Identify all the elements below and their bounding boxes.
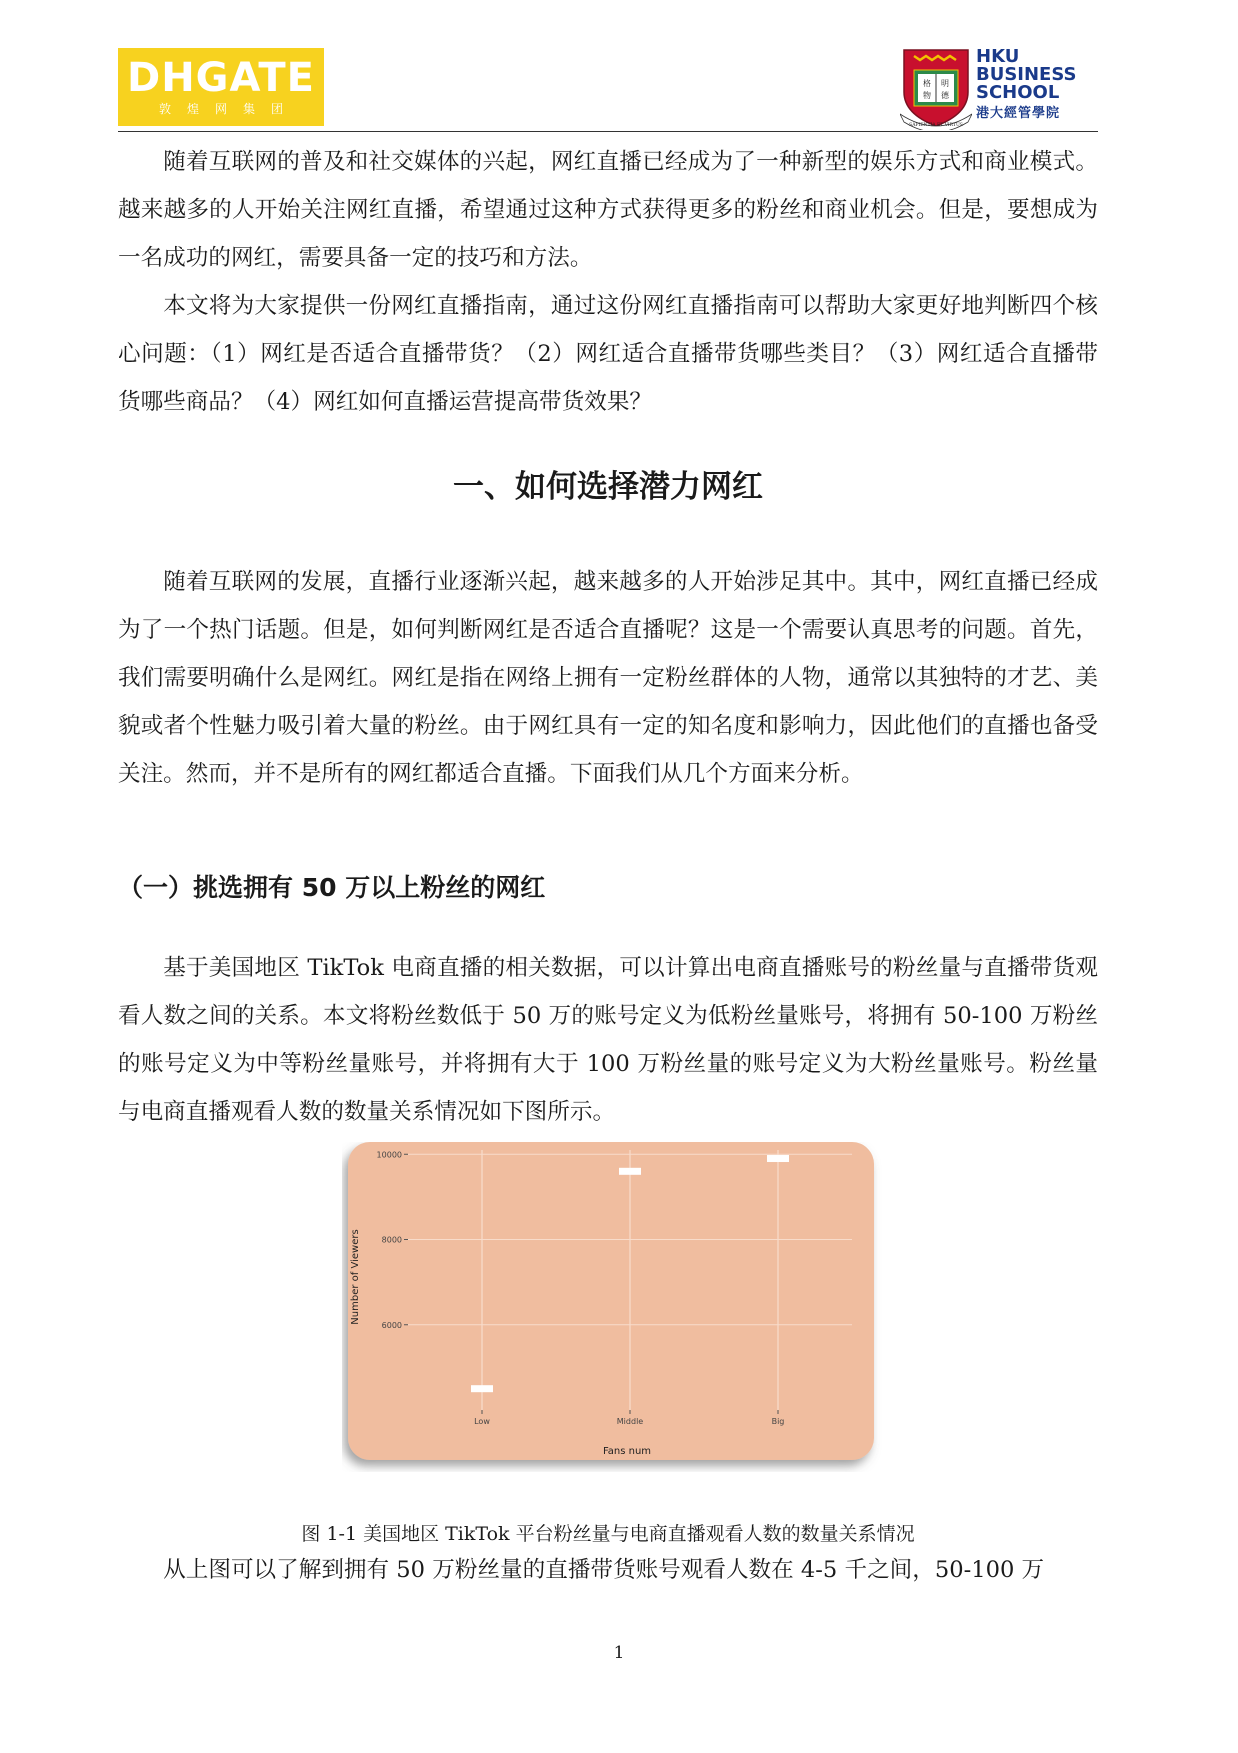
paragraph-section-1: 随着互联网的发展，直播行业逐渐兴起，越来越多的人开始涉足其中。其中，网红直播已经成为了一个热门话题。但是，如何判断网红是否适合直播呢？这是一个需要认真思考的问题。首先，我们需要明确什么是网红。网红是指在网络上拥有一定粉丝群体的人物，通常以其独特的才艺、美貌或者个性魅力吸引着大量的粉丝。由于网红具有一定的知名度和影响力，因此他们的直播也备受关注。然而，并不是所有的网红都适合直播。下面我们从几个方面来分析。 <box>118 569 1098 787</box>
shield-char-2: 明 <box>941 79 949 88</box>
header-rule <box>118 131 1098 132</box>
dhgate-logo-subtitle: 敦煌网集团 <box>158 101 299 116</box>
hku-shield-icon <box>900 48 972 130</box>
dhgate-logo <box>118 48 324 126</box>
chart-x-tick-label: Low <box>474 1417 490 1426</box>
hku-line-1: HKU <box>976 46 1020 67</box>
hku-zh-name: 港大經管學院 <box>976 106 1061 121</box>
subsection-heading-1: （一）挑选拥有 50 万以上粉丝的网红 <box>118 873 546 902</box>
section-heading-1: 一、如何选择潜力网红 <box>453 469 763 505</box>
chart-y-tick-label: 10000 <box>376 1150 402 1160</box>
page-number: 1 <box>613 1643 625 1663</box>
paragraph-analysis: 从上图可以了解到拥有 50 万粉丝量的直播带货账号观看人数在 4-5 千之间，50-100 万 <box>163 1557 1045 1583</box>
paragraph-intro-2: 本文将为大家提供一份网红直播指南，通过这份网红直播指南可以帮助大家更好地判断四个核心问题：（1）网红是否适合直播带货？（2）网红适合直播带货哪些类目？（3）网红适合直播带货哪些商品？（4）网红如何直播运营提高带货效果？ <box>118 293 1098 415</box>
figure-1-1 <box>342 1142 882 1472</box>
hku-business-school-logo <box>900 48 1090 130</box>
hku-logo-text <box>976 48 1076 123</box>
chart-background <box>348 1142 874 1460</box>
chart-x-axis-label: Fans num <box>602 1446 652 1457</box>
hku-line-3: SCHOOL <box>976 82 1060 103</box>
chart-mark-low <box>471 1385 493 1392</box>
shield-char-1: 格 <box>923 79 931 88</box>
chart-y-axis-label: Number of Viewers <box>350 1229 361 1325</box>
dhgate-logo-text: DHGATE <box>127 54 315 101</box>
paragraph-data-description: 基于美国地区 TikTok 电商直播的相关数据，可以计算出电商直播账号的粉丝量与直播带货观看人数之间的关系。本文将粉丝数低于 50 万的账号定义为低粉丝量账号，将拥有 50-100 万粉丝的账号定义为中等粉丝量账号，并将拥有大于 100 万粉丝量的账号定义为大粉丝量账号。粉丝量与电商直播观看人数的数量关系情况如下图所示。 <box>118 955 1098 1125</box>
figure-caption: 图 1-1 美国地区 TikTok 平台粉丝量与电商直播观看人数的数量关系情况 <box>301 1523 915 1545</box>
chart-y-tick-label: 6000 <box>381 1320 402 1330</box>
chart-x-tick-label: Middle <box>616 1417 644 1426</box>
shield-char-3: 物 <box>923 91 931 100</box>
page-header <box>118 48 1098 136</box>
paragraph-intro-1: 随着互联网的普及和社交媒体的兴起，网红直播已经成为了一种新型的娱乐方式和商业模式。越来越多的人开始关注网红直播，希望通过这种方式获得更多的粉丝和商业机会。但是，要想成为一名成功的网红，需要具备一定的技巧和方法。 <box>118 149 1098 271</box>
hku-line-2: BUSINESS <box>976 64 1077 85</box>
chart-y-tick-label: 8000 <box>381 1235 402 1245</box>
chart-mark-big <box>767 1155 789 1162</box>
viewers-by-fans-chart <box>342 1142 882 1472</box>
chart-mark-middle <box>619 1168 641 1175</box>
shield-motto: SAPIENTIA ET VIRTUS <box>909 123 963 128</box>
chart-x-tick-label: Big <box>771 1417 785 1426</box>
shield-char-4: 德 <box>941 91 949 100</box>
